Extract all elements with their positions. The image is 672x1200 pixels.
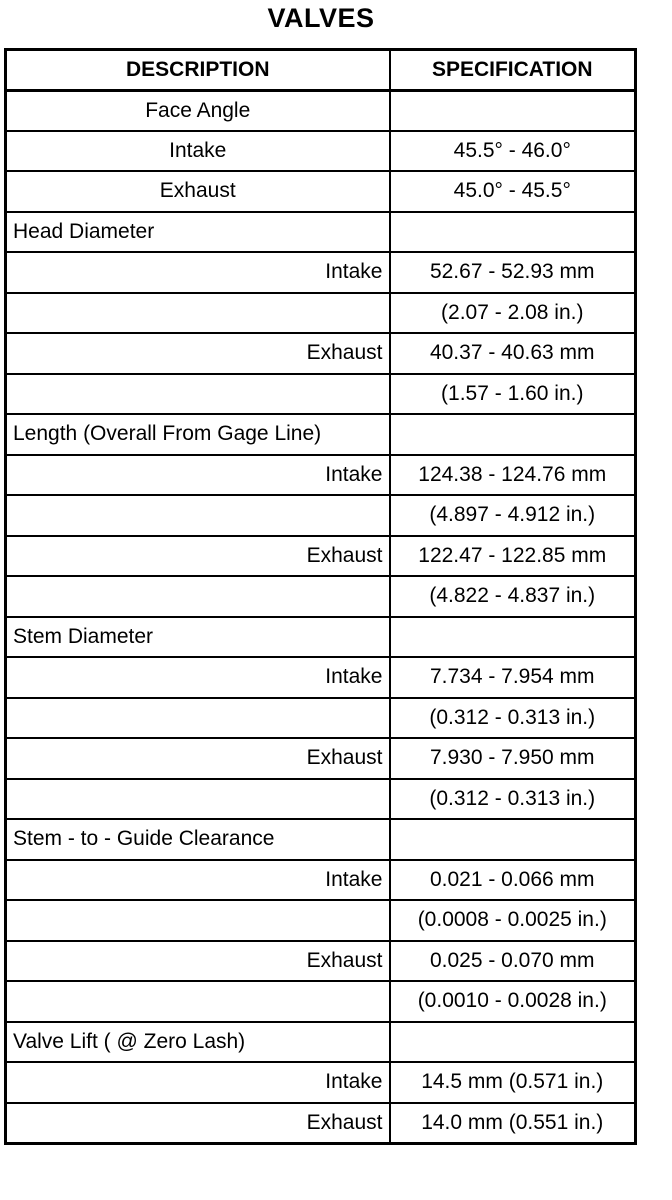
description-cell — [6, 576, 390, 617]
description-cell — [6, 374, 390, 415]
specification-cell: 40.37 - 40.63 mm — [390, 333, 636, 374]
table-row — [6, 131, 636, 172]
table-row — [6, 738, 636, 779]
table-row — [6, 212, 636, 253]
table-row — [6, 1022, 636, 1063]
table-row — [6, 819, 636, 860]
specification-cell: 7.930 - 7.950 mm — [390, 738, 636, 779]
specification-cell: (2.07 - 2.08 in.) — [390, 293, 636, 334]
description-cell: Intake — [6, 860, 390, 901]
description-cell: Stem - to - Guide Clearance — [6, 819, 390, 860]
description-cell: Exhaust — [6, 536, 390, 577]
description-cell: Exhaust — [6, 738, 390, 779]
specification-cell: 122.47 - 122.85 mm — [390, 536, 636, 577]
description-cell: Intake — [6, 1062, 390, 1103]
table-row — [6, 698, 636, 739]
specification-cell: (4.822 - 4.837 in.) — [390, 576, 636, 617]
specification-cell: 7.734 - 7.954 mm — [390, 657, 636, 698]
table-row — [6, 779, 636, 820]
page-title: VALVES — [267, 3, 375, 33]
specification-cell: (1.57 - 1.60 in.) — [390, 374, 636, 415]
specification-cell — [390, 212, 636, 253]
description-cell: Intake — [6, 131, 390, 172]
specification-column-header: SPECIFICATION — [390, 50, 636, 91]
specification-cell — [390, 617, 636, 658]
table-row — [6, 617, 636, 658]
specification-cell: 45.5° - 46.0° — [390, 131, 636, 172]
specification-cell — [390, 819, 636, 860]
table-body — [6, 90, 636, 1143]
table-row — [6, 1062, 636, 1103]
table-row — [6, 333, 636, 374]
specification-cell: 14.5 mm (0.571 in.) — [390, 1062, 636, 1103]
valves-spec-table — [4, 48, 637, 1145]
description-cell: Exhaust — [6, 333, 390, 374]
table-row — [6, 374, 636, 415]
specification-cell: 0.025 - 0.070 mm — [390, 941, 636, 982]
table-header-row — [6, 50, 636, 91]
description-cell: Exhaust — [6, 941, 390, 982]
table-row — [6, 1103, 636, 1144]
table-row — [6, 860, 636, 901]
specification-cell — [390, 90, 636, 131]
table-row — [6, 981, 636, 1022]
specification-cell: (0.0008 - 0.0025 in.) — [390, 900, 636, 941]
table-row — [6, 455, 636, 496]
table-row — [6, 576, 636, 617]
description-cell: Exhaust — [6, 171, 390, 212]
description-cell — [6, 981, 390, 1022]
specification-cell: 45.0° - 45.5° — [390, 171, 636, 212]
specification-cell: (4.897 - 4.912 in.) — [390, 495, 636, 536]
description-cell — [6, 900, 390, 941]
table-row — [6, 171, 636, 212]
table-row — [6, 252, 636, 293]
table-row — [6, 293, 636, 334]
description-cell — [6, 779, 390, 820]
description-cell: Stem Diameter — [6, 617, 390, 658]
description-cell: Head Diameter — [6, 212, 390, 253]
description-cell: Intake — [6, 657, 390, 698]
specification-cell: 14.0 mm (0.551 in.) — [390, 1103, 636, 1144]
description-cell — [6, 293, 390, 334]
specification-cell: (0.0010 - 0.0028 in.) — [390, 981, 636, 1022]
table-row — [6, 414, 636, 455]
table-row — [6, 495, 636, 536]
description-cell — [6, 698, 390, 739]
specification-cell — [390, 414, 636, 455]
specification-cell: 0.021 - 0.066 mm — [390, 860, 636, 901]
description-cell: Intake — [6, 252, 390, 293]
specification-cell: 124.38 - 124.76 mm — [390, 455, 636, 496]
table-row — [6, 657, 636, 698]
specification-cell — [390, 1022, 636, 1063]
table-row — [6, 941, 636, 982]
specification-cell: 52.67 - 52.93 mm — [390, 252, 636, 293]
specification-cell: (0.312 - 0.313 in.) — [390, 779, 636, 820]
table-row — [6, 536, 636, 577]
table-row — [6, 90, 636, 131]
description-cell: Valve Lift ( @ Zero Lash) — [6, 1022, 390, 1063]
table-row — [6, 900, 636, 941]
specification-cell: (0.312 - 0.313 in.) — [390, 698, 636, 739]
description-cell — [6, 495, 390, 536]
description-cell: Face Angle — [6, 90, 390, 131]
description-column-header: DESCRIPTION — [6, 50, 390, 91]
description-cell: Exhaust — [6, 1103, 390, 1144]
description-cell: Intake — [6, 455, 390, 496]
description-cell: Length (Overall From Gage Line) — [6, 414, 390, 455]
